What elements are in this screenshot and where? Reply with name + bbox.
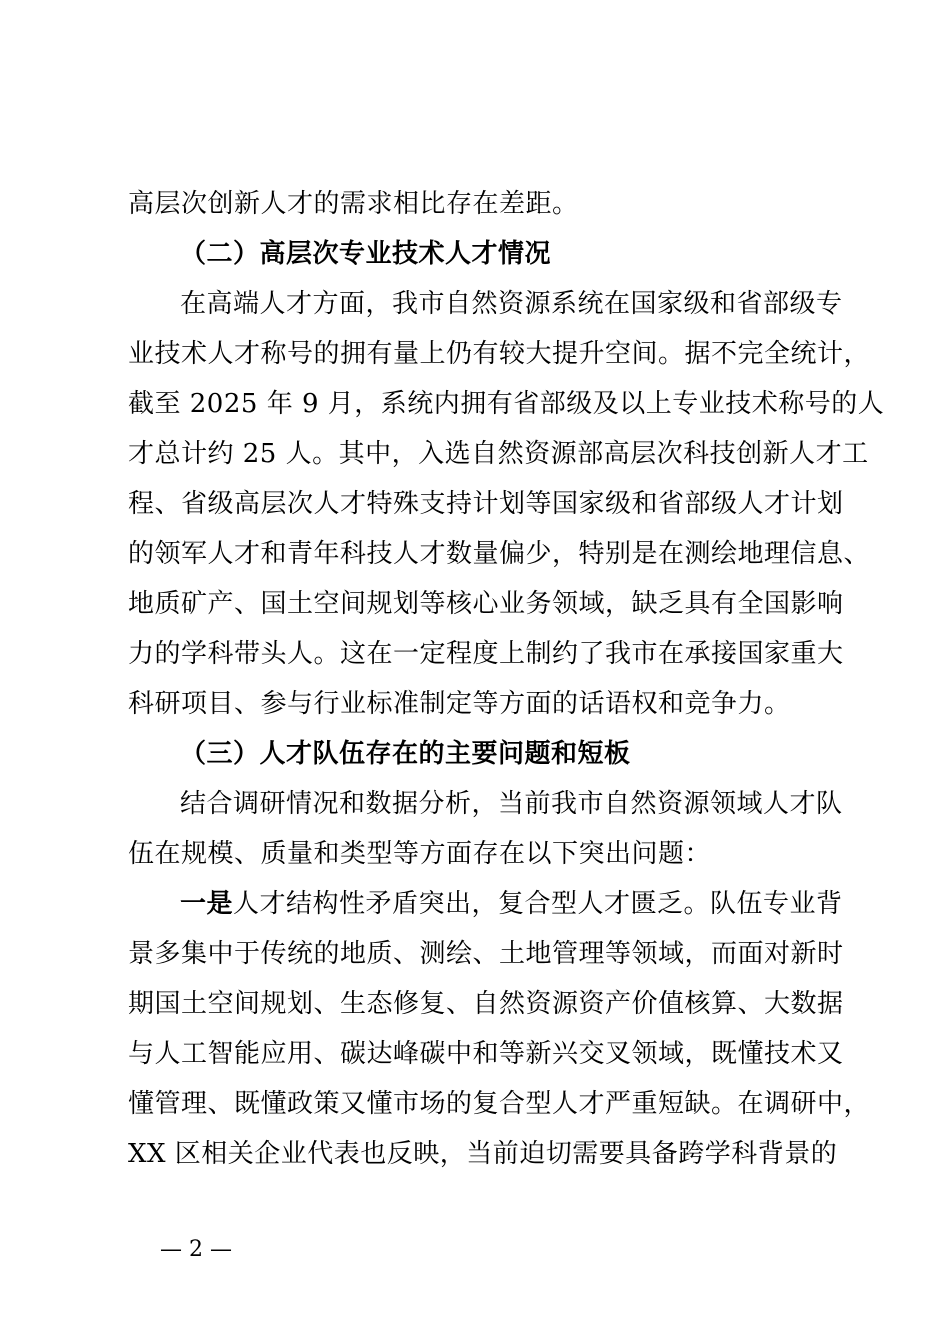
- paragraph-line: 才总计约 25 人。其中，入选自然资源部高层次科技创新人才工: [128, 439, 869, 469]
- paragraph-line: 伍在规模、质量和类型等方面存在以下突出问题：: [128, 839, 712, 869]
- paragraph-line: [180, 888, 843, 920]
- paragraph-text: 人才结构性矛盾突出，复合型人才匮乏。队伍专业背: [233, 889, 843, 919]
- paragraph-line: 在高端人才方面，我市自然资源系统在国家级和省部级专: [180, 289, 843, 319]
- paragraph-line: 的领军人才和青年科技人才数量偏少，特别是在测绘地理信息、: [128, 539, 871, 569]
- section-heading-2: （二）高层次专业技术人才情况: [180, 239, 552, 269]
- paragraph-line: 景多集中于传统的地质、测绘、土地管理等领域，而面对新时: [128, 939, 844, 969]
- paragraph-line: 程、省级高层次人才特殊支持计划等国家级和省部级人才计划: [128, 489, 844, 519]
- page-number: — 2 —: [160, 1237, 232, 1262]
- paragraph-lead: 一是: [180, 889, 234, 919]
- paragraph-line: 业技术人才称号的拥有量上仍有较大提升空间。据不完全统计，: [128, 339, 871, 369]
- paragraph-line: 懂管理、既懂政策又懂市场的复合型人才严重短缺。在调研中，: [128, 1089, 871, 1119]
- paragraph-line: 与人工智能应用、碳达峰碳中和等新兴交叉领域，既懂技术又: [128, 1039, 844, 1069]
- paragraph-line: 期国土空间规划、生态修复、自然资源资产价值核算、大数据: [128, 989, 844, 1019]
- paragraph-line: XX 区相关企业代表也反映，当前迫切需要具备跨学科背景的: [128, 1139, 838, 1169]
- paragraph-line: 力的学科带头人。这在一定程度上制约了我市在承接国家重大: [128, 639, 844, 669]
- section-heading-3: （三）人才队伍存在的主要问题和短板: [180, 739, 631, 769]
- paragraph-line: 截至 2025 年 9 月，系统内拥有省部级及以上专业技术称号的人: [128, 389, 885, 419]
- paragraph-line: 科研项目、参与行业标准制定等方面的话语权和竞争力。: [128, 689, 791, 719]
- paragraph-line: 地质矿产、国土空间规划等核心业务领域，缺乏具有全国影响: [128, 589, 844, 619]
- paragraph-line: 结合调研情况和数据分析，当前我市自然资源领域人才队: [180, 789, 843, 819]
- paragraph-line: 高层次创新人才的需求相比存在差距。: [128, 189, 579, 219]
